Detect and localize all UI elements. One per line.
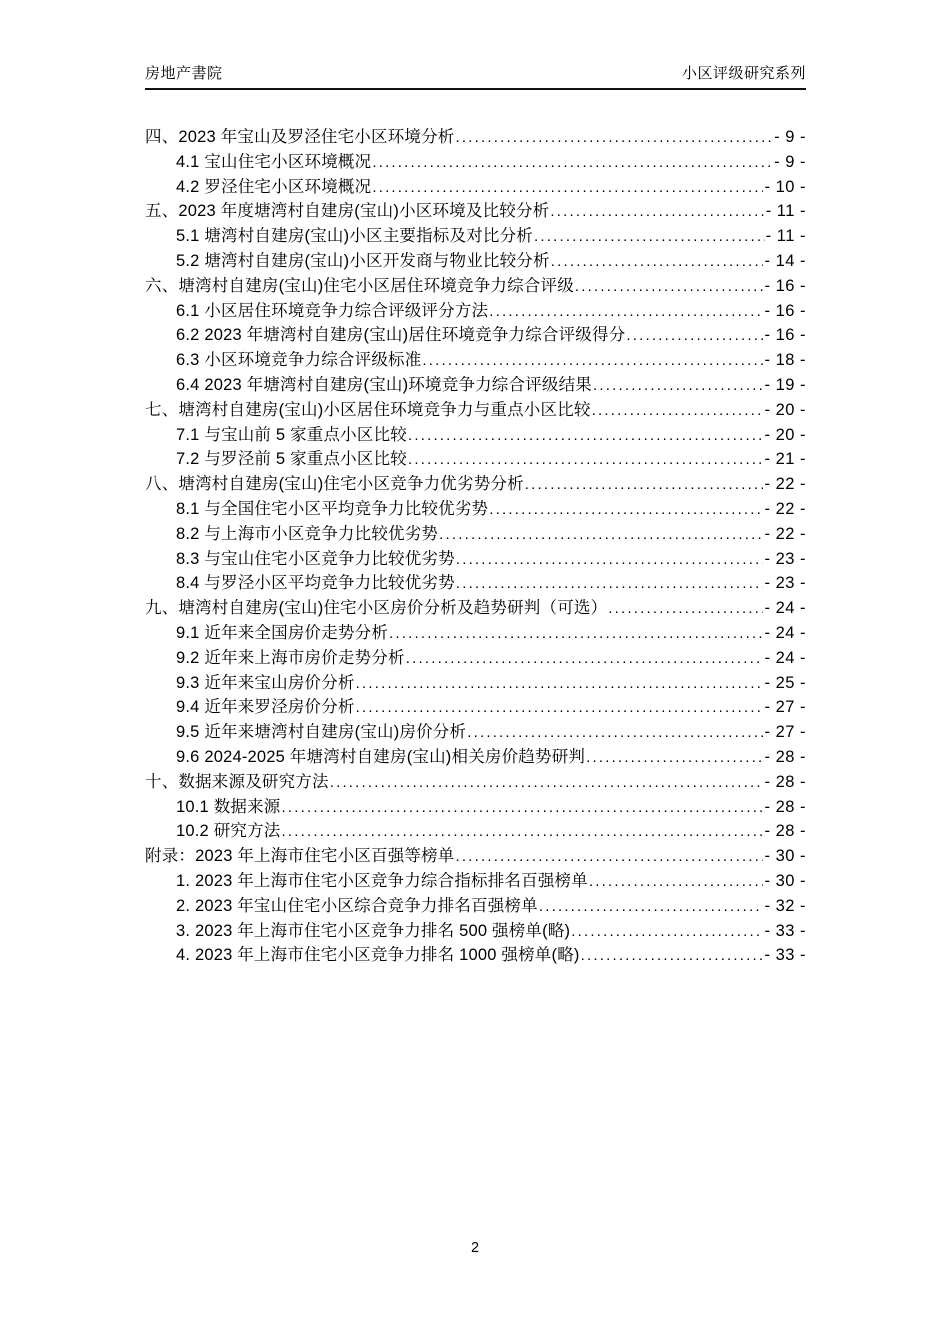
- toc-entry-page: - 24 -: [764, 623, 806, 642]
- toc-entry-page: - 33 -: [764, 921, 806, 940]
- toc-entry-title: 8.4 与罗泾小区平均竞争力比较优劣势: [176, 574, 455, 593]
- toc-entry-title: 4.1 宝山住宅小区环境概况: [176, 152, 372, 171]
- toc-dot-leader: [456, 125, 774, 151]
- toc-entry-page: - 32 -: [764, 896, 806, 915]
- toc-entry[interactable]: [145, 323, 806, 348]
- table-of-contents: [145, 125, 806, 968]
- toc-entry[interactable]: [145, 919, 806, 944]
- toc-entry-page: - 28 -: [764, 822, 806, 841]
- toc-entry-page: - 16 -: [764, 276, 806, 295]
- toc-entry-page: - 23 -: [764, 574, 806, 593]
- toc-entry-page: - 24 -: [764, 648, 806, 667]
- toc-entry[interactable]: [145, 943, 806, 968]
- toc-entry[interactable]: [145, 423, 806, 448]
- toc-dot-leader: [408, 423, 764, 449]
- toc-dot-leader: [592, 398, 764, 424]
- toc-entry[interactable]: [145, 249, 806, 274]
- toc-entry[interactable]: [145, 547, 806, 572]
- toc-entry-page: - 19 -: [764, 375, 806, 394]
- toc-entry-title: 6.2 2023 年塘湾村自建房(宝山)居住环境竞争力综合评级得分: [176, 326, 626, 345]
- toc-entry-title: 9.2 近年来上海市房价走势分析: [176, 648, 405, 667]
- toc-entry[interactable]: [145, 695, 806, 720]
- toc-entry-title: 6.3 小区环境竞争力综合评级标准: [176, 351, 422, 370]
- toc-dot-leader: [456, 571, 764, 597]
- toc-dot-leader: [439, 522, 763, 548]
- toc-dot-leader: [534, 224, 765, 250]
- toc-dot-leader: [282, 819, 764, 845]
- toc-entry[interactable]: [145, 224, 806, 249]
- toc-entry-page: - 28 -: [764, 797, 806, 816]
- toc-entry-title: 8.1 与全国住宅小区平均竞争力比较优劣势: [176, 499, 489, 518]
- toc-entry[interactable]: [145, 596, 806, 621]
- toc-entry-title: 2. 2023 年宝山住宅小区综合竞争力排名百强榜单: [176, 896, 538, 915]
- page-footer: [0, 1240, 950, 1256]
- toc-entry[interactable]: [145, 373, 806, 398]
- toc-entry-title: 9.3 近年来宝山房价分析: [176, 673, 355, 692]
- toc-entry[interactable]: [145, 621, 806, 646]
- toc-entry-title: 8.2 与上海市小区竞争力比较优劣势: [176, 524, 439, 543]
- toc-entry-page: - 16 -: [764, 301, 806, 320]
- toc-entry-title: 3. 2023 年上海市住宅小区竞争力排名 500 强榜单(略): [176, 921, 571, 940]
- toc-entry-title: 附录：2023 年上海市住宅小区百强等榜单: [145, 847, 455, 866]
- toc-entry[interactable]: [145, 125, 806, 150]
- toc-entry-title: 九、塘湾村自建房(宝山)住宅小区房价分析及趋势研判（可选）: [145, 599, 608, 618]
- toc-entry-page: - 33 -: [764, 946, 806, 965]
- toc-entry[interactable]: [145, 150, 806, 175]
- toc-entry-title: 9.4 近年来罗泾房价分析: [176, 698, 355, 717]
- toc-dot-leader: [551, 249, 764, 275]
- toc-dot-leader: [372, 175, 763, 201]
- toc-entry-page: - 14 -: [764, 251, 806, 270]
- toc-entry-page: - 20 -: [764, 400, 806, 419]
- toc-entry[interactable]: [145, 447, 806, 472]
- header-right-title: 小区评级研究系列: [681, 65, 806, 82]
- toc-entry-page: - 27 -: [764, 723, 806, 742]
- toc-entry[interactable]: [145, 472, 806, 497]
- toc-entry-page: - 22 -: [764, 499, 806, 518]
- toc-entry-title: 9.5 近年来塘湾村自建房(宝山)房价分析: [176, 723, 467, 742]
- toc-entry[interactable]: [145, 522, 806, 547]
- toc-dot-leader: [456, 844, 764, 870]
- toc-entry-page: - 9 -: [774, 128, 806, 146]
- toc-entry-page: - 30 -: [764, 847, 806, 866]
- toc-dot-leader: [489, 299, 763, 325]
- toc-entry[interactable]: [145, 770, 806, 795]
- toc-entry-page: - 22 -: [764, 475, 806, 494]
- toc-dot-leader: [467, 720, 763, 746]
- toc-entry-page: - 11 -: [765, 202, 806, 221]
- toc-entry[interactable]: [145, 348, 806, 373]
- toc-dot-leader: [422, 348, 763, 374]
- toc-dot-leader: [575, 274, 764, 300]
- toc-dot-leader: [372, 150, 773, 176]
- toc-entry-page: - 28 -: [764, 772, 806, 791]
- toc-entry[interactable]: [145, 497, 806, 522]
- toc-entry-page: - 24 -: [764, 599, 806, 618]
- toc-entry-page: - 21 -: [764, 450, 806, 469]
- toc-entry-title: 5.1 塘湾村自建房(宝山)小区主要指标及对比分析: [176, 227, 534, 246]
- toc-entry[interactable]: [145, 571, 806, 596]
- toc-dot-leader: [581, 943, 764, 969]
- toc-entry-title: 9.1 近年来全国房价走势分析: [176, 623, 389, 642]
- toc-entry-title: 1. 2023 年上海市住宅小区竞争力综合指标排名百强榜单: [176, 871, 588, 890]
- toc-dot-leader: [571, 919, 763, 945]
- toc-entry[interactable]: [145, 844, 806, 869]
- toc-entry-title: 6.4 2023 年塘湾村自建房(宝山)环境竞争力综合评级结果: [176, 375, 593, 394]
- toc-entry-page: - 10 -: [764, 177, 806, 196]
- toc-dot-leader: [550, 199, 764, 225]
- toc-entry[interactable]: [145, 671, 806, 696]
- toc-dot-leader: [489, 497, 763, 523]
- toc-entry-title: 4.2 罗泾住宅小区环境概况: [176, 177, 372, 196]
- toc-dot-leader: [525, 472, 764, 498]
- toc-entry-title: 6.1 小区居住环境竞争力综合评级评分方法: [176, 301, 489, 320]
- toc-entry[interactable]: [145, 199, 806, 224]
- toc-entry[interactable]: [145, 795, 806, 820]
- toc-entry-page: - 25 -: [764, 673, 806, 692]
- toc-entry-title: 10.2 研究方法: [176, 822, 281, 841]
- toc-dot-leader: [539, 894, 764, 920]
- toc-entry[interactable]: [145, 274, 806, 299]
- toc-entry-title: 7.1 与宝山前 5 家重点小区比较: [176, 425, 407, 444]
- toc-dot-leader: [608, 596, 763, 622]
- toc-entry-page: - 20 -: [764, 425, 806, 444]
- toc-entry-page: - 27 -: [764, 698, 806, 717]
- toc-entry[interactable]: [145, 819, 806, 844]
- header-left-title: 房地产書院: [145, 65, 223, 82]
- toc-entry[interactable]: [145, 398, 806, 423]
- toc-entry[interactable]: [145, 720, 806, 745]
- toc-entry-page: - 16 -: [764, 326, 806, 345]
- toc-entry-title: 8.3 与宝山住宅小区竞争力比较优劣势: [176, 549, 455, 568]
- toc-entry-title: 4. 2023 年上海市住宅小区竞争力排名 1000 强榜单(略): [176, 946, 580, 965]
- toc-dot-leader: [356, 695, 764, 721]
- toc-dot-leader: [406, 646, 764, 672]
- toc-entry[interactable]: [145, 894, 806, 919]
- toc-entry[interactable]: [145, 745, 806, 770]
- toc-dot-leader: [330, 770, 764, 796]
- toc-dot-leader: [456, 547, 764, 573]
- page-number: 2: [470, 1240, 480, 1256]
- toc-entry-page: - 23 -: [764, 549, 806, 568]
- page-header: [145, 62, 806, 90]
- toc-entry-page: - 11 -: [765, 227, 806, 246]
- toc-entry-title: 七、塘湾村自建房(宝山)小区居住环境竞争力与重点小区比较: [145, 400, 591, 419]
- toc-entry-title: 7.2 与罗泾前 5 家重点小区比较: [176, 450, 407, 469]
- toc-dot-leader: [282, 795, 764, 821]
- toc-entry-title: 十、数据来源及研究方法: [145, 772, 329, 791]
- toc-entry-page: - 28 -: [764, 747, 806, 766]
- toc-entry-title: 四、2023 年宝山及罗泾住宅小区环境分析: [145, 128, 455, 146]
- toc-entry-title: 五、2023 年度塘湾村自建房(宝山)小区环境及比较分析: [145, 202, 550, 221]
- toc-dot-leader: [356, 671, 764, 697]
- toc-entry-title: 八、塘湾村自建房(宝山)住宅小区竞争力优劣势分析: [145, 475, 524, 494]
- toc-entry-page: - 30 -: [764, 871, 806, 890]
- toc-dot-leader: [389, 621, 763, 647]
- toc-dot-leader: [593, 373, 763, 399]
- toc-entry-title: 六、塘湾村自建房(宝山)住宅小区居住环境竞争力综合评级: [145, 276, 574, 295]
- toc-dot-leader: [626, 323, 763, 349]
- toc-entry-page: - 9 -: [774, 152, 806, 171]
- toc-entry[interactable]: [145, 299, 806, 324]
- toc-entry[interactable]: [145, 869, 806, 894]
- toc-dot-leader: [408, 447, 764, 473]
- toc-entry-title: 9.6 2024-2025 年塘湾村自建房(宝山)相关房价趋势研判: [176, 747, 586, 766]
- toc-entry-title: 10.1 数据来源: [176, 797, 281, 816]
- toc-entry-title: 5.2 塘湾村自建房(宝山)小区开发商与物业比较分析: [176, 251, 550, 270]
- toc-entry[interactable]: [145, 646, 806, 671]
- toc-entry[interactable]: [145, 175, 806, 200]
- toc-entry-page: - 22 -: [764, 524, 806, 543]
- toc-dot-leader: [589, 869, 764, 895]
- toc-dot-leader: [586, 745, 763, 771]
- toc-entry-page: - 18 -: [764, 351, 806, 370]
